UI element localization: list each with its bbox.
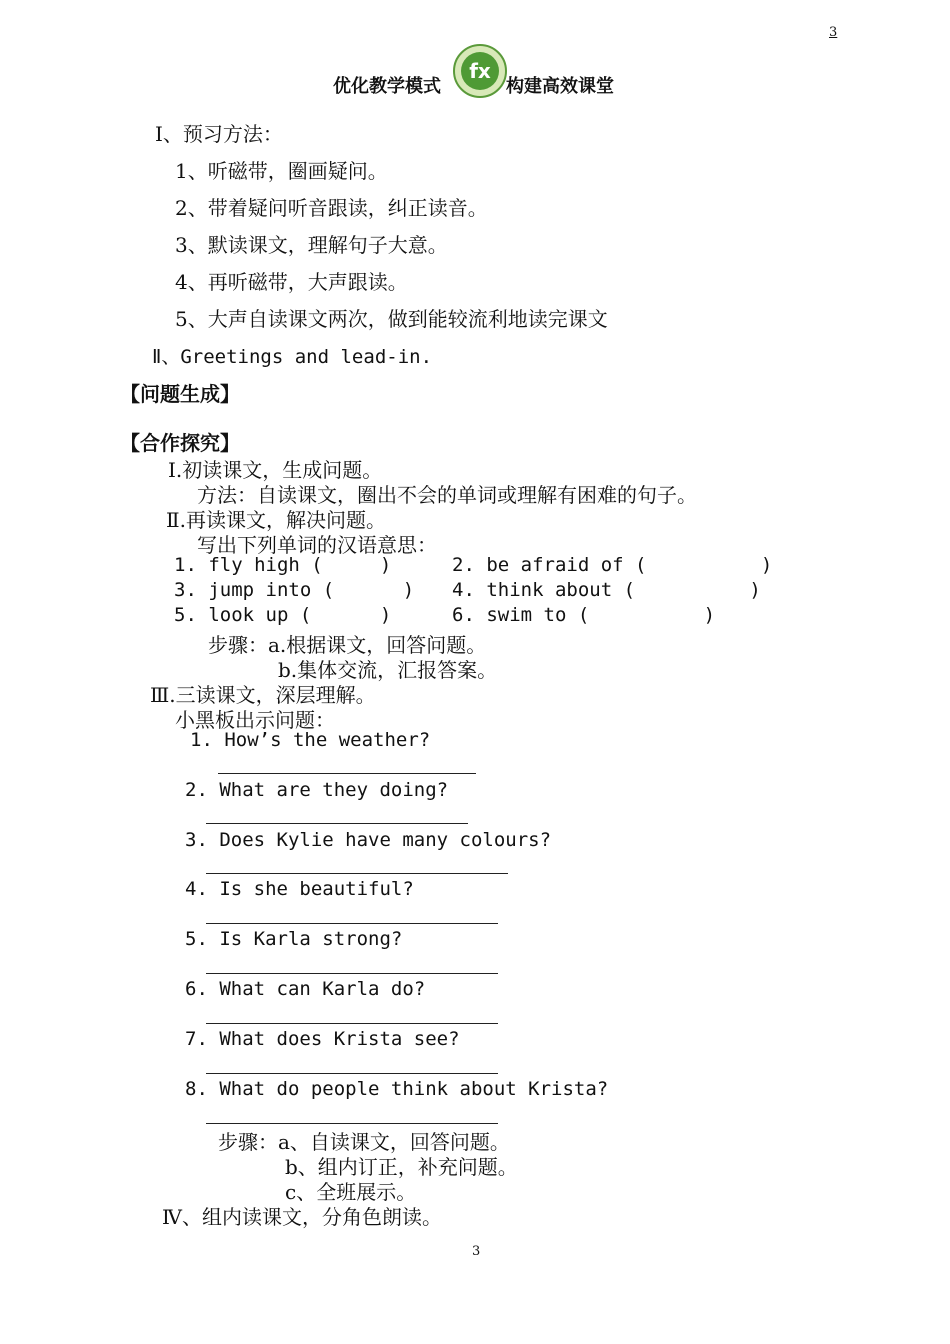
greeting-line: Ⅱ、Greetings and lead-in. [152, 346, 433, 368]
answer-line [206, 1123, 498, 1124]
preview-step: 5、大声自读课文两次，做到能较流利地读完课文 [175, 307, 608, 331]
answer-line [218, 773, 476, 774]
coop-part3: Ⅲ.三读课文，深层理解。 [150, 683, 376, 707]
preview-step: 3、默读课文，理解句子大意。 [175, 233, 448, 257]
vocab-item: 1. fly high ( ) [174, 554, 392, 576]
answer-line [206, 923, 498, 924]
preview-step: 1、听磁带，圈画疑问。 [175, 159, 388, 183]
question: 4. Is she beautiful? [185, 878, 414, 900]
vocab-item: 3. jump into ( ) [174, 579, 415, 601]
preview-step: 2、带着疑问听音跟读，纠正读音。 [175, 196, 488, 220]
question: 1. How’s the weather? [190, 729, 431, 751]
section-cooperate: 【合作探究】 [120, 431, 240, 455]
page-number-bottom: 3 [472, 1244, 481, 1259]
coop-write: 写出下列单词的汉语意思： [197, 533, 437, 557]
answer-line [206, 823, 468, 824]
svg-text:fx: fx [469, 59, 491, 83]
vocab-item: 5. look up ( ) [174, 604, 392, 626]
final-step: 步骤：a、自读课文，回答问题。 [218, 1130, 510, 1154]
answer-line [206, 973, 498, 974]
coop-part2: Ⅱ.再读课文，解决问题。 [166, 508, 386, 532]
final-step: b、组内订正，补充问题。 [285, 1155, 518, 1179]
header-right: 构建高效课堂 [506, 76, 614, 97]
coop-part4: Ⅳ、组内读课文，分角色朗读。 [162, 1205, 442, 1229]
preview-title: Ⅰ、预习方法： [155, 122, 283, 146]
preview-step: 4、再听磁带，大声跟读。 [175, 270, 408, 294]
answer-line [206, 1023, 498, 1024]
vocab-item: 4. think about ( ) [452, 579, 761, 601]
coop-board: 小黑板出示问题： [175, 708, 335, 732]
vocab-item: 6. swim to ( ) [452, 604, 716, 626]
question: 6. What can Karla do? [185, 978, 426, 1000]
answer-line [206, 1073, 498, 1074]
coop-method: 方法：自读课文，圈出不会的单词或理解有困难的句子。 [197, 483, 697, 507]
question: 2. What are they doing? [185, 779, 449, 801]
final-step: c、全班展示。 [285, 1180, 417, 1204]
question: 3. Does Kylie have many colours? [185, 829, 552, 851]
school-logo [452, 43, 508, 99]
question: 8. What do people think about Krista? [185, 1078, 609, 1100]
page-number-top: 3 [829, 25, 838, 40]
section-problem: 【问题生成】 [120, 382, 240, 406]
vocab-item: 2. be afraid of ( ) [452, 554, 773, 576]
question: 5. Is Karla strong? [185, 928, 403, 950]
coop-part1: Ⅰ.初读课文，生成问题。 [168, 458, 383, 482]
steps-b: b.集体交流，汇报答案。 [278, 658, 498, 682]
answer-line [206, 873, 508, 874]
steps-a: 步骤：a.根据课文，回答问题。 [208, 633, 487, 657]
header-left: 优化教学模式 [333, 76, 441, 97]
question: 7. What does Krista see? [185, 1028, 460, 1050]
